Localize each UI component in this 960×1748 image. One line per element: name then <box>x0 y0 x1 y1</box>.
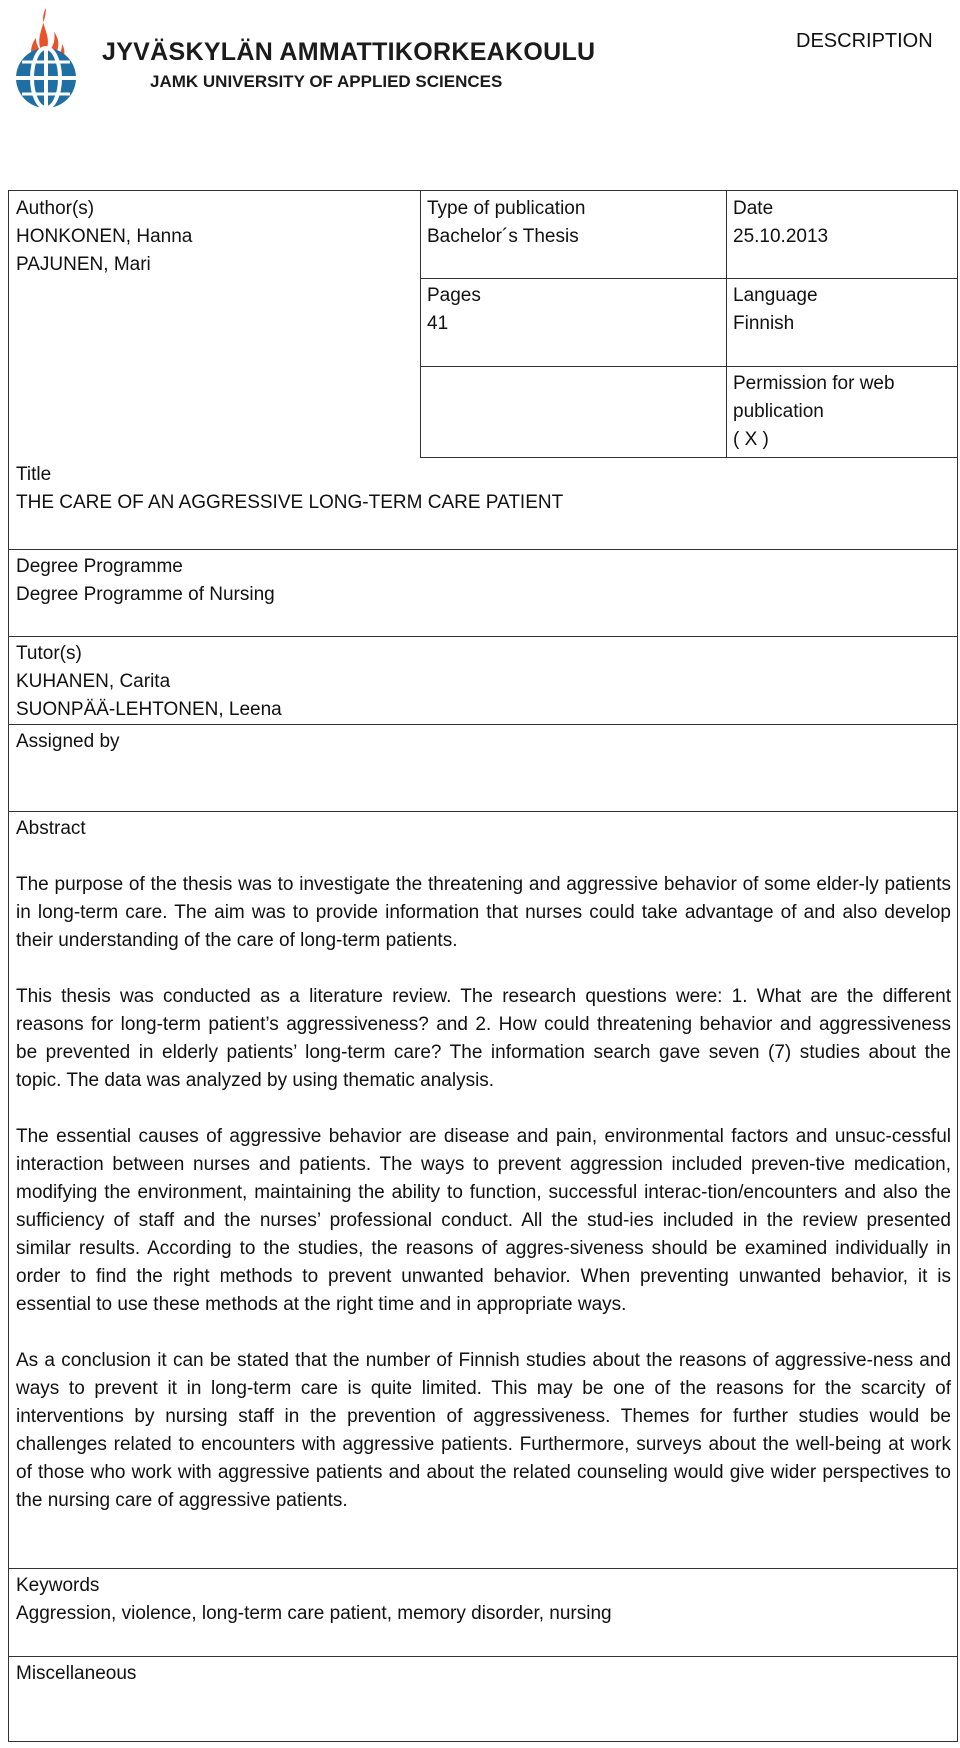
abstract-paragraph: As a conclusion it can be stated that the number of Finnish studies about the reasons of aggressive-ness and ways to prevent it in long-term care is quite limited. This may be one of the reasons for the scarcity of interventions by nursing staff in the prevention of aggressiveness. Themes for further studies would be challenges related to encounters with aggressive patients. Furthermore, surveys about the well-being at work of those who work with aggressive patients and about the related counseling would give wider perspectives to the nursing care of aggressive patients. <box>16 1350 951 1511</box>
university-subname: JAMK UNIVERSITY OF APPLIED SCIENCES <box>150 72 503 91</box>
degree-cell <box>9 549 958 613</box>
publication-type-cell <box>420 191 726 255</box>
language-value: Finnish <box>733 313 795 334</box>
abstract-label: Abstract <box>16 818 86 839</box>
miscellaneous-cell <box>9 1656 958 1692</box>
publication-type-label: Type of publication <box>427 198 586 219</box>
title-cell <box>9 457 958 521</box>
publication-type-value: Bachelor´s Thesis <box>427 226 579 247</box>
author-name: HONKONEN, Hanna <box>16 226 193 247</box>
language-label: Language <box>733 285 818 306</box>
tutor-name: KUHANEN, Carita <box>16 671 171 692</box>
abstract-paragraph: This thesis was conducted as a literature review. The research questions were: 1. What are the different reasons for long-term patient’s aggressiveness? and 2. How could threatening behavior and aggressiveness be prevented in elderly patients’ long-term care? The information search gave seven (7) studies about the topic. The data was analyzed by using thematic analysis. <box>16 986 951 1091</box>
tutor-name: SUONPÄÄ-LEHTONEN, Leena <box>16 699 282 720</box>
pages-value: 41 <box>427 313 449 334</box>
page-header <box>0 0 960 130</box>
university-logo-icon <box>6 4 86 110</box>
assigned-by-label: Assigned by <box>16 731 120 752</box>
abstract-cell <box>9 811 958 1547</box>
thesis-title: THE CARE OF AN AGGRESSIVE LONG-TERM CARE PATIENT <box>16 492 564 513</box>
permission-cell <box>726 366 958 458</box>
degree-value: Degree Programme of Nursing <box>16 584 275 605</box>
assigned-by-cell <box>9 724 958 760</box>
pages-label: Pages <box>427 285 481 306</box>
permission-value: ( X ) <box>733 429 769 450</box>
keywords-value: Aggression, violence, long-term care patient, memory disorder, nursing <box>16 1603 612 1624</box>
miscellaneous-label: Miscellaneous <box>16 1663 137 1684</box>
authors-cell <box>9 191 420 283</box>
title-label: Title <box>16 464 52 485</box>
pages-cell <box>420 278 726 342</box>
keywords-label: Keywords <box>16 1575 100 1596</box>
tutors-label: Tutor(s) <box>16 643 82 664</box>
permission-label: Permission for web <box>733 373 895 394</box>
date-cell <box>726 191 958 255</box>
keywords-cell <box>9 1568 958 1632</box>
date-value: 25.10.2013 <box>733 226 829 247</box>
tutors-cell <box>9 636 958 728</box>
abstract-body <box>16 871 951 1515</box>
description-form <box>8 190 958 1742</box>
author-name: PAJUNEN, Mari <box>16 254 151 275</box>
authors-label: Author(s) <box>16 198 95 219</box>
document-type: DESCRIPTION <box>796 30 933 52</box>
language-cell <box>726 278 958 342</box>
abstract-paragraph: The purpose of the thesis was to investigate the threatening and aggressive behavior of some elder-ly patients in long-term care. The aim was to provide information that nurses could take advantage of and also develop their understanding of the care of long-term patients. <box>16 874 951 951</box>
abstract-paragraph: The essential causes of aggressive behavior are disease and pain, environmental factors and unsuc-cessful interaction between nurses and patients. The ways to prevent aggression included preven-tive medication, modifying the environment, maintaining the ability to function, successful interac-tion/encounters and also the sufficiency of staff and the nurses’ professional conduct. All the stud-ies included in the review presented similar results. According to the studies, the reasons of aggres-siveness should be examined individually in order to find the right methods to prevent unwanted behavior. When preventing unwanted behavior, it is essential to use these methods at the right time and in appropriate ways. <box>16 1126 951 1315</box>
degree-label: Degree Programme <box>16 556 183 577</box>
date-label: Date <box>733 198 774 219</box>
university-name: JYVÄSKYLÄN AMMATTIKORKEAKOULU <box>102 38 596 66</box>
permission-label: publication <box>733 401 824 422</box>
